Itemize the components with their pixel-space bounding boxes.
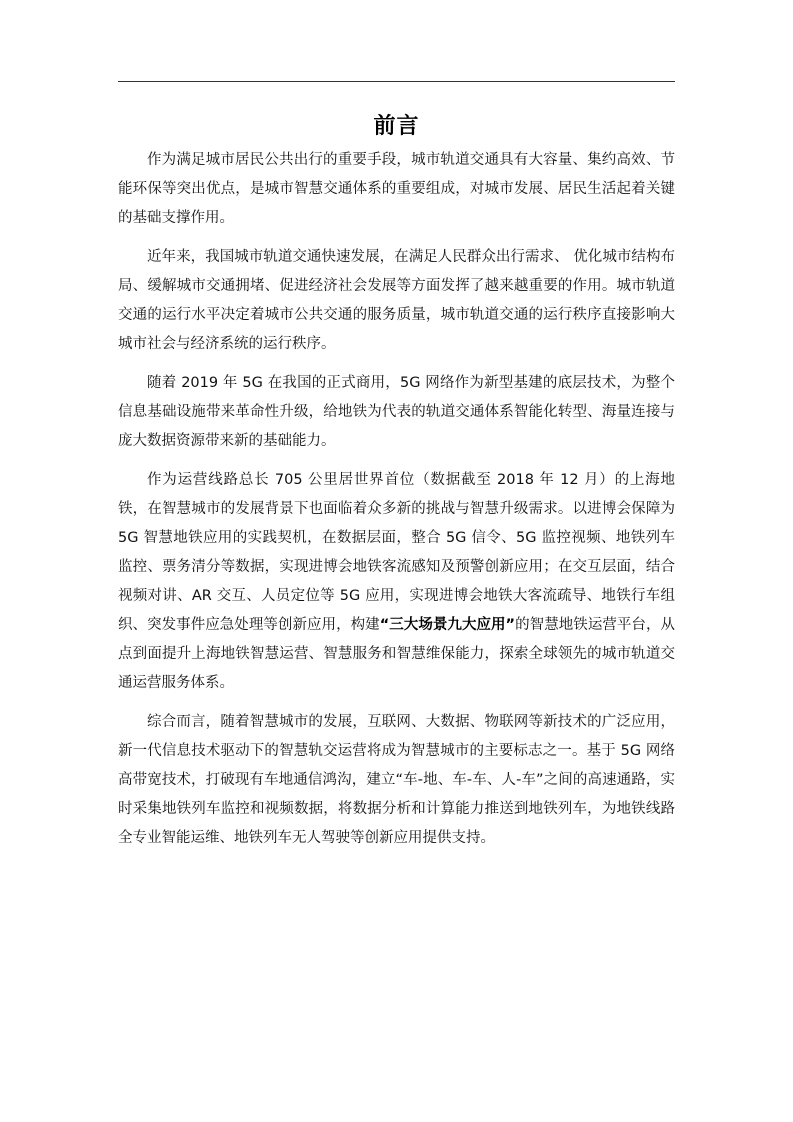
paragraph-3: 随着 2019 年 5G 在我国的正式商用，5G 网络作为新型基建的底层技术，为整个信息基础设施带来革命性升级，给地铁为代表的轨道交通体系智能化转型、海量连接与庞大数据资源带来新的基础能力。 bbox=[118, 375, 675, 449]
header-rule bbox=[118, 81, 675, 82]
paragraph-1: 作为满足城市居民公共出行的重要手段，城市轨道交通具有大容量、集约高效、节能环保等突出优点，是城市智慧交通体系的重要组成，对城市发展、居民生活起着关键的基础支撑作用。 bbox=[118, 152, 675, 226]
paragraph-5: 综合而言，随着智慧城市的发展，互联网、大数据、物联网等新技术的广泛应用，新一代信息技术驱动下的智慧轨交运营将成为智慧城市的主要标志之一。基于 5G 网络高带宽技术，打破现有车地通信鸿沟，建立“车-地、车-车、人-车”之间的高速通路，实时采集地铁列车监控和视频数据，将数据分析和计算能力推送到地铁列车，为地铁线路全专业智能运维、地铁列车无人驾驶等创新应用提供支持。 bbox=[118, 714, 675, 846]
page-title: 前言 bbox=[373, 113, 420, 139]
paragraph-4-highlight: “三大场景九大应用” bbox=[379, 617, 516, 633]
paragraph-4 bbox=[118, 466, 675, 698]
paragraph-2: 近年来，我国城市轨道交通快速发展，在满足人民群众出行需求、 优化城市结构布局、缓解城市交通拥堵、促进经济社会发展等方面发挥了越来越重要的作用。城市轨道交通的运行水平决定着城市公共交通的服务质量，城市轨道交通的运行秩序直接影响大城市社会与经济系统的运行秩序。 bbox=[118, 249, 675, 352]
paragraph-4-text-after: 的智慧地铁运营平台，从点到面提升上海地铁智慧运营、智慧服务和智慧维保能力，探索全球领先的城市轨道交通运营服务体系。 bbox=[118, 617, 676, 691]
paragraph-4-text-before: 作为运营线路总长 705 公里居世界首位（数据截至 2018 年 12 月）的上海地铁，在智慧城市的发展背景下也面临着众多新的挑战与智慧升级需求。以进博会保障为 5G 智慧地铁应用的实践契机，在数据层面，整合 5G 信令、5G 监控视频、地铁列车监控、票务清分等数据，实现进博会地铁客流感知及预警创新应用；在交互层面，结合视频对讲、AR 交互、人员定位等 5G 应用，实现进博会地铁大客流疏导、地铁行车组织、突发事件应急处理等创新应用，构建 bbox=[118, 472, 675, 633]
document-body bbox=[118, 146, 675, 863]
